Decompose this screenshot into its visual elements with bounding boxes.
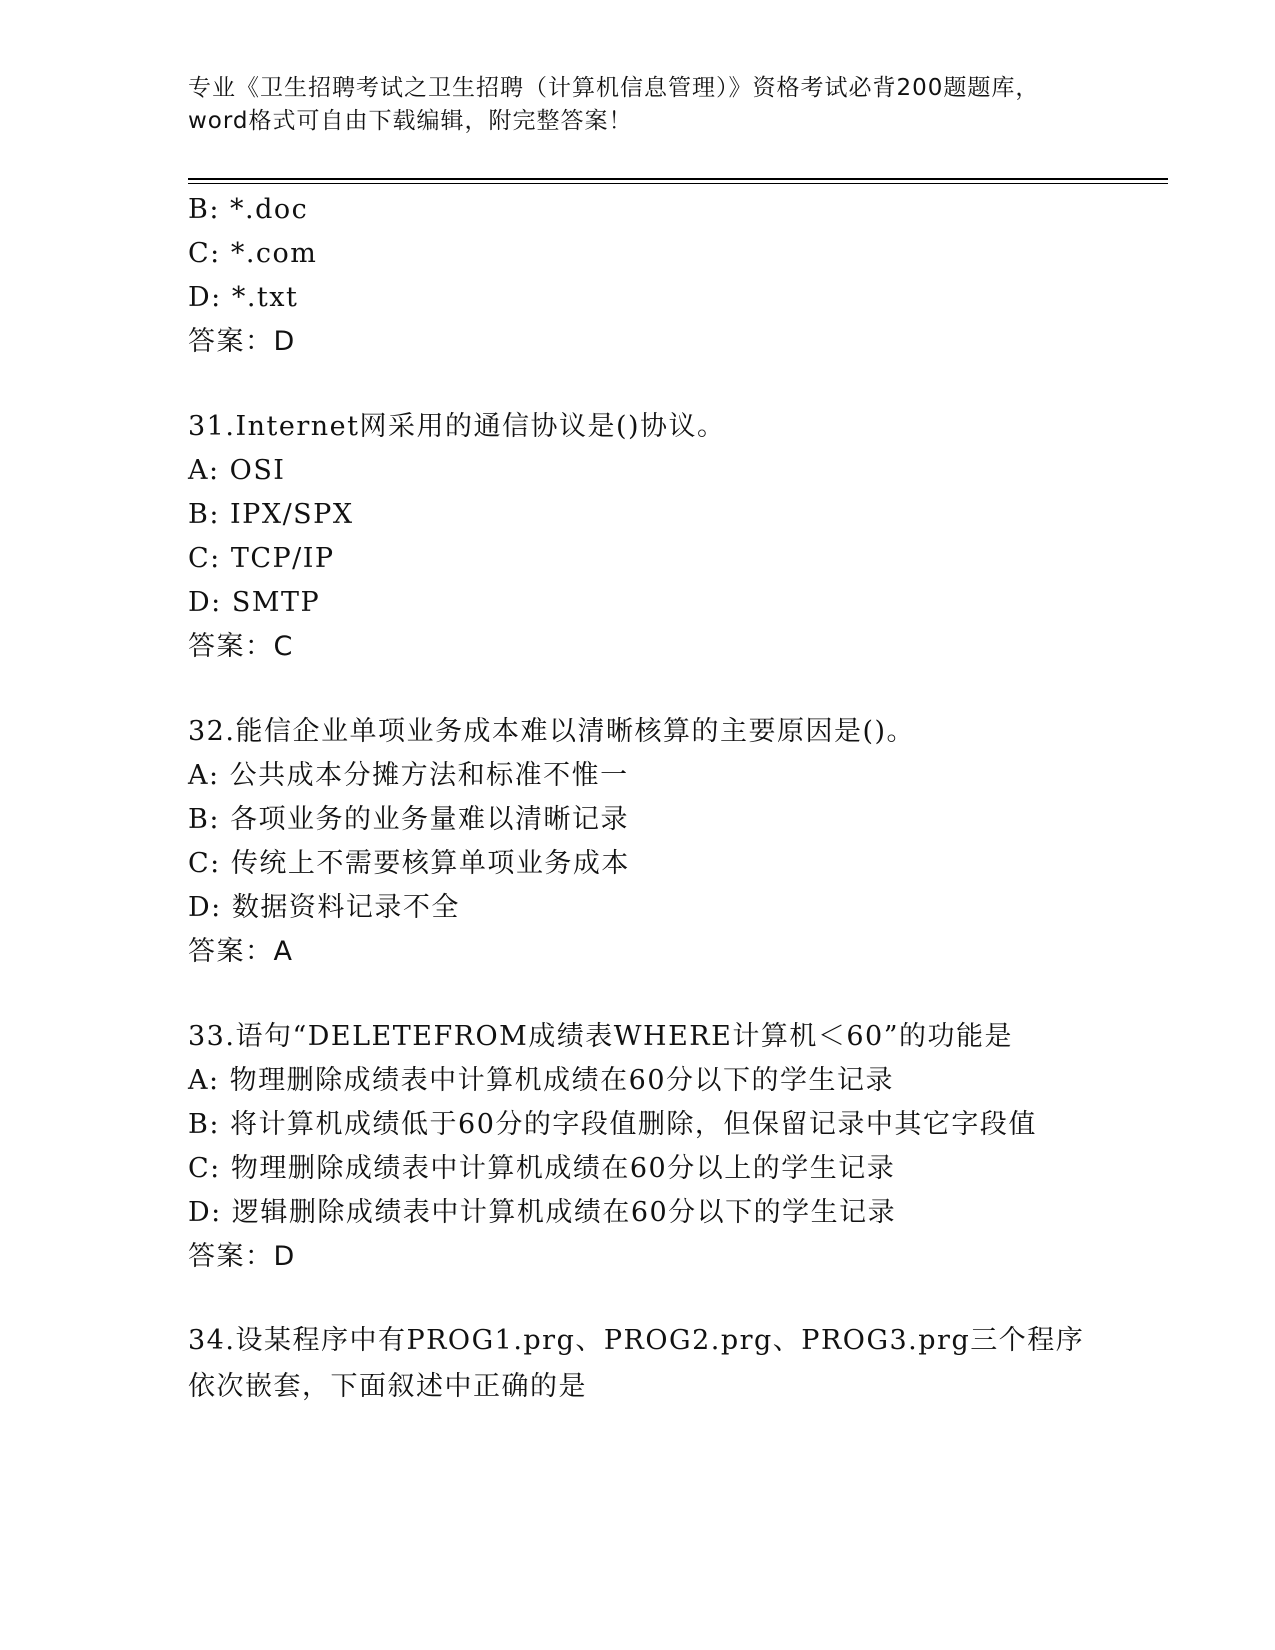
q33-option-a: A: 物理删除成绩表中计算机成绩在60分以下的学生记录 (188, 1065, 895, 1096)
q30-option-c: C: *.com (188, 238, 318, 269)
document-header (188, 72, 1088, 138)
q30-option-b: B: *.doc (188, 194, 309, 225)
q33-question: 33.语句“DELETEFROM成绩表WHERE计算机＜60”的功能是 (188, 1021, 1014, 1052)
q32-option-b: B: 各项业务的业务量难以清晰记录 (188, 804, 630, 835)
q31-question: 31.Internet网采用的通信协议是()协议。 (188, 411, 726, 442)
q32-option-c: C: 传统上不需要核算单项业务成本 (188, 848, 630, 879)
q30-answer: 答案：D (188, 326, 296, 357)
q31-answer: 答案：C (188, 631, 294, 662)
q31-option-c: C: TCP/IP (188, 543, 335, 574)
header-line-1: 专业《卫生招聘考试之卫生招聘（计算机信息管理）》资格考试必背200题题库， (188, 75, 1040, 101)
q33-option-c: C: 物理删除成绩表中计算机成绩在60分以上的学生记录 (188, 1153, 896, 1184)
q31-option-a: A: OSI (188, 455, 286, 486)
q32-answer: 答案：A (188, 936, 294, 967)
header-rule (188, 178, 1168, 180)
q33-option-d: D: 逻辑删除成绩表中计算机成绩在60分以下的学生记录 (188, 1197, 897, 1228)
header-rule-thin (188, 183, 1168, 184)
q32-option-a: A: 公共成本分摊方法和标准不惟一 (188, 760, 629, 791)
q32-option-d: D: 数据资料记录不全 (188, 892, 460, 923)
q31-option-d: D: SMTP (188, 587, 321, 618)
q32-question: 32.能信企业单项业务成本难以清晰核算的主要原因是()。 (188, 716, 916, 747)
header-line-2: word格式可自由下载编辑，附完整答案！ (188, 108, 633, 134)
q33-answer: 答案：D (188, 1241, 296, 1272)
q34-question: 34.设某程序中有PROG1.prg、PROG2.prg、PROG3.prg三个程序依次嵌套，下面叙述中正确的是 (188, 1325, 1085, 1402)
q31-option-b: B: IPX/SPX (188, 499, 354, 530)
q33-option-b: B: 将计算机成绩低于60分的字段值删除，但保留记录中其它字段值 (188, 1109, 1037, 1140)
q30-option-d: D: *.txt (188, 282, 299, 313)
